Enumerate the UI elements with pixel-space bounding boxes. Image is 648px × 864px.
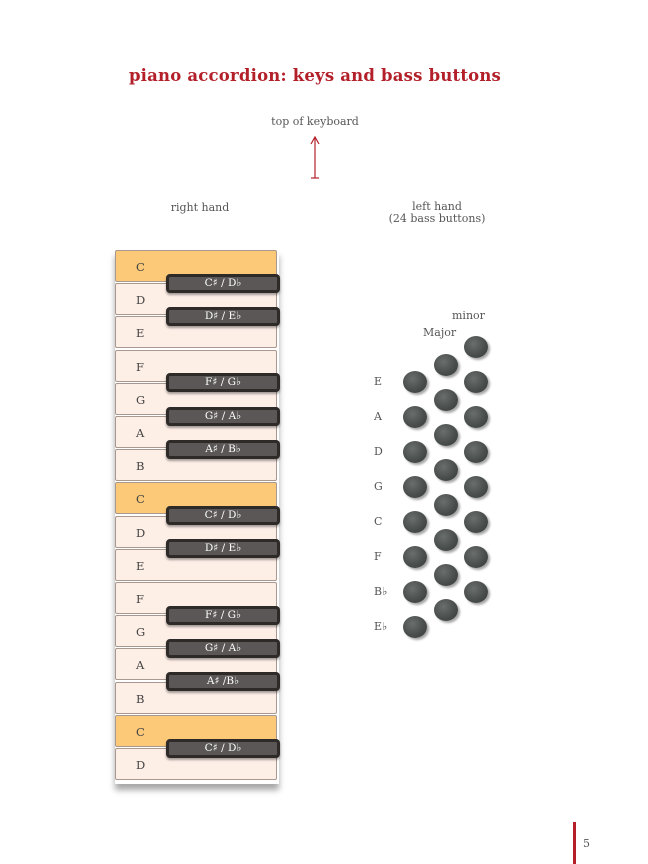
page-number: 5 [583,837,590,850]
bass-row-label: E♭ [374,620,388,633]
bass-button-root[interactable] [403,406,427,428]
bass-row-label: F [374,550,382,563]
black-key: A♯ /B♭ [166,672,280,691]
white-key-label: B [136,691,145,706]
white-key-label: E [136,326,145,341]
bass-button-minor[interactable] [464,546,488,568]
left-hand-caption [372,201,502,225]
white-key-label: G [136,625,146,640]
black-key: G♯ / A♭ [166,639,280,658]
black-key: F♯ / G♭ [166,373,280,392]
white-key-label: F [136,359,144,374]
white-key-label: C [136,492,145,507]
bass-button-root[interactable] [403,511,427,533]
left-hand-caption-line2: (24 bass buttons) [388,212,486,225]
left-hand-caption-line1: left hand [412,200,462,213]
bass-button-root[interactable] [403,371,427,393]
white-key-label: E [136,558,145,573]
page-title: piano accordion: keys and bass buttons [128,66,502,85]
bass-button-major[interactable] [434,389,458,411]
right-hand-caption: right hand [170,201,230,214]
white-key-label: F [136,592,144,606]
bass-button-root[interactable] [403,616,427,638]
black-key: D♯ / E♭ [166,307,280,326]
bass-button-minor[interactable] [464,336,488,358]
top-of-keyboard-caption: top of keyboard [271,115,359,128]
bass-row-label: A [374,410,382,423]
bass-row-label: B♭ [374,585,388,598]
bass-button-root[interactable] [403,441,427,463]
white-key-label: G [136,392,146,407]
bass-button-major[interactable] [434,424,458,446]
bass-button-minor[interactable] [464,476,488,498]
white-key-label: D [136,758,146,772]
black-key: D♯ / E♭ [166,539,280,558]
black-key: C♯ / D♭ [166,274,280,293]
bass-button-root[interactable] [403,546,427,568]
page-number-bar [573,822,576,864]
white-key-label: B [136,459,145,474]
white-key-label: A [136,658,145,673]
black-key: A♯ / B♭ [166,440,280,459]
up-arrow-icon [305,134,325,184]
bass-button-major[interactable] [434,354,458,376]
bass-row-label: C [374,515,383,528]
black-key: F♯ / G♭ [166,606,280,625]
bass-button-minor[interactable] [464,441,488,463]
bass-button-major[interactable] [434,599,458,621]
bass-button-major[interactable] [434,494,458,516]
bass-button-major[interactable] [434,459,458,481]
white-key-label: D [136,293,146,308]
white-key-label: C [136,724,145,739]
bass-button-minor[interactable] [464,581,488,603]
bass-button-minor[interactable] [464,371,488,393]
piano-keyboard [115,250,279,784]
bass-button-major[interactable] [434,564,458,586]
bass-button-minor[interactable] [464,406,488,428]
bass-row-label: D [374,445,383,458]
black-key: C♯ / D♭ [166,506,280,525]
bass-button-minor[interactable] [464,511,488,533]
major-column-caption: Major [423,326,457,339]
black-key: C♯ / D♭ [166,739,280,758]
bass-row-label: G [374,480,383,493]
minor-column-caption: minor [452,309,485,322]
black-key: G♯ / A♭ [166,407,280,426]
bass-row-label: E [374,375,383,388]
bass-button-root[interactable] [403,476,427,498]
white-key-label: A [136,426,145,440]
white-key-label: D [136,525,146,540]
bass-button-major[interactable] [434,529,458,551]
bass-button-root[interactable] [403,581,427,603]
white-key-label: C [136,260,145,274]
